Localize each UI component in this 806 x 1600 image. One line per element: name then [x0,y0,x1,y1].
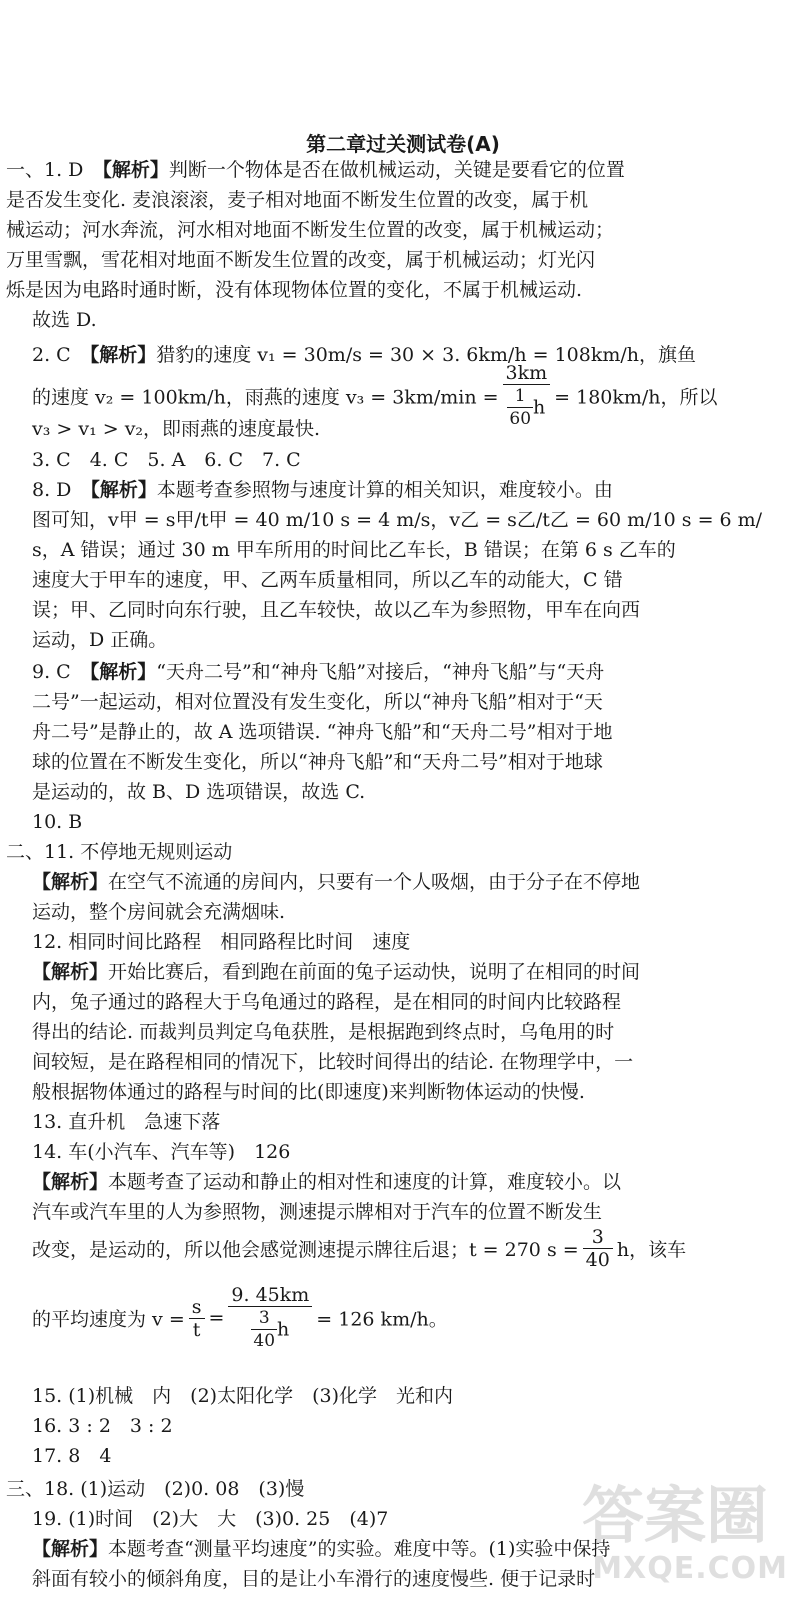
text-line: 图可知，v甲 = s甲/t甲 = 40 m/10 s = 4 m/s，v乙 = s乙/t乙 = 60 m/10 s = 6 m/ [32,509,763,531]
text-line: 二、11. 不停地无规则运动 [6,841,233,863]
fraction: 3km $\frac{1}{60}$ h [503,362,551,430]
text-line: 【解析】开始比赛后，看到跑在前面的兔子运动快，说明了在相同的时间 [32,961,641,983]
text-line: s，A 错误；通过 30 m 甲车所用的时间比乙车长，B 错误；在第 6 s 乙车的 [32,539,676,561]
text-line: 误；甲、乙同时向东行驶，且乙车较快，故以乙车为参照物，甲车在向西 [32,599,641,621]
text-line: 斜面有较小的倾斜角度，目的是让小车滑行的速度慢些. 便于记录时 [32,1568,596,1590]
text-line: 一、1. D 【解析】判断一个物体是否在做机械运动，关键是要看它的位置 [6,159,625,181]
text-line: 2. C 【解析】猎豹的速度 v₁ = 30m/s = 30 × 3. 6km/h = 108km/h，旗鱼 [32,344,696,366]
text-line: 速度大于甲车的速度，甲、乙两车质量相同，所以乙车的动能大，C 错 [32,569,623,591]
fraction: $\frac{s}{t}$ [189,1296,205,1341]
text-line: 运动，D 正确。 [32,629,168,651]
text-line: v₃ > v₁ > v₂，即雨燕的速度最快. [32,418,321,440]
text-line: 【解析】在空气不流通的房间内，只要有一个人吸烟，由于分子在不停地 [32,871,641,893]
text-line: 三、18. (1)运动 (2)0. 08 (3)慢 [6,1478,305,1500]
text-line: 运动，整个房间就会充满烟味. [32,901,286,923]
text-line: 般根据物体通过的路程与时间的比(即速度)来判断物体运动的快慢. [32,1081,585,1103]
watermark-url: MXQE.COM [592,1551,788,1586]
text-line: 15. (1)机械 内 (2)太阳化学 (3)化学 光和内 [32,1385,453,1407]
watermark-logo-text: 答案圈 [581,1479,768,1552]
text-line: 得出的结论. 而裁判员判定乌龟获胜，是根据跑到终点时，乌龟用的时 [32,1021,615,1043]
text-line-with-fraction: 的速度 v₂ = 100km/h，雨燕的速度 v₃ = 3km/min = 3km $\frac{1}{60}$ h = 180km/h，所以 [32,362,718,429]
text-line: 械运动；河水奔流，河水相对地面不断发生位置的改变，属于机械运动； [6,219,615,241]
text-line: 烁是因为电路时通时断，没有体现物体位置的变化，不属于机械运动. [6,279,583,301]
text-line: 8. D 【解析】本题考查参照物与速度计算的相关知识，难度较小。由 [32,479,613,501]
text-line: 是运动的，故 B、D 选项错误，故选 C. [32,781,366,803]
text-line: 内，兔子通过的路程大于乌龟通过的路程，是在相同的时间内比较路程 [32,991,622,1013]
fraction: 9. 45km $\frac{3}{40}$ h [228,1284,312,1352]
text-line: 【解析】本题考查“测量平均速度”的实验。难度中等。(1)实验中保持 [32,1538,611,1560]
text-line: 3. C 4. C 5. A 6. C 7. C [32,449,301,471]
text-line: 9. C 【解析】“天舟二号”和“神舟飞船”对接后，“神舟飞船”与“天舟 [32,661,605,683]
text-line: 19. (1)时间 (2)大 大 (3)0. 25 (4)7 [32,1508,389,1530]
text-line: 汽车或汽车里的人为参照物，测速提示牌相对于汽车的位置不断发生 [32,1201,603,1223]
text-line: 故选 D. [32,309,97,331]
text-line: 是否发生变化. 麦浪滚滚，麦子相对地面不断发生位置的改变，属于机 [6,189,589,211]
text-line: 间较短，是在路程相同的情况下，比较时间得出的结论. 在物理学中，一 [32,1051,634,1073]
text-line-with-fraction: 改变，是运动的，所以他会感觉测速提示牌往后退；t = 270 s = $\frac{3}{40}$ h，该车 [32,1226,687,1271]
text-line: 14. 车(小汽车、汽车等) 126 [32,1141,291,1163]
text-line-with-fraction: 的平均速度为 v = $\frac{s}{t}$ = 9. 45km $\frac{3}{40}$ h = 126 km/h。 [32,1284,448,1351]
watermark [528,1466,788,1586]
text-line: 10. B [32,811,83,833]
text-line: 16. 3 : 2 3 : 2 [32,1415,173,1437]
text-line: 舟二号”是静止的，故 A 选项错误. “神舟飞船”和“天舟二号”相对于地 [32,721,613,743]
page-title: 第二章过关测试卷(A) [306,132,500,156]
text-line: 球的位置在不断发生变化，所以“神舟飞船”和“天舟二号”相对于地球 [32,751,603,773]
text-line: 12. 相同时间比路程 相同路程比时间 速度 [32,931,411,953]
text-line: 【解析】本题考查了运动和静止的相对性和速度的计算，难度较小。以 [32,1171,622,1193]
text-line: 二号”一起运动，相对位置没有发生变化，所以“神舟飞船”相对于“天 [32,691,603,713]
text-line: 万里雪飘，雪花相对地面不断发生位置的改变，属于机械运动；灯光闪 [6,249,596,271]
text-line: 13. 直升机 急速下落 [32,1111,221,1133]
text-line: 17. 8 4 [32,1445,112,1467]
fraction: $\frac{3}{40}$ [583,1226,613,1271]
